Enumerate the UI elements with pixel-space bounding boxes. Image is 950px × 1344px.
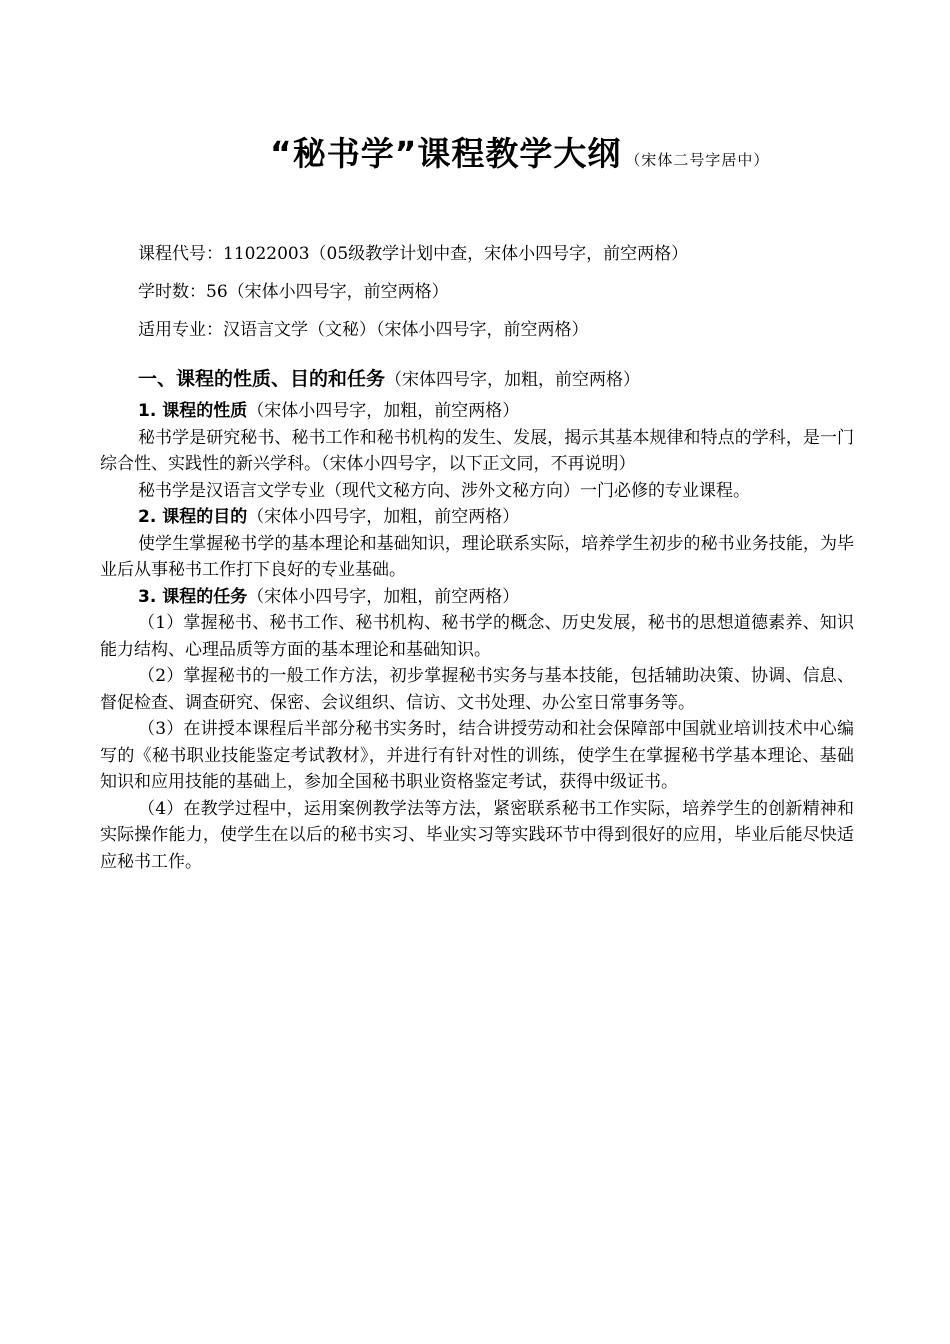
subsection-title: 2. 课程的目的	[138, 507, 248, 527]
list-item: （3）在讲授本课程后半部分秘书实务时，结合讲授劳动和社会保障部中国就业培训技术中心编写的《秘书职业技能鉴定考试教材》，并进行有针对性的训练，使学生在掌握秘书学基本理论、基础知识和应用技能的基础上，参加全国秘书职业资格鉴定考试，获得中级证书。	[100, 719, 854, 792]
section-heading-note: （宋体四号字，加粗，前空两格）	[385, 370, 641, 390]
section-heading-text: 一、课程的性质、目的和任务	[138, 368, 386, 390]
subsection-heading-nature	[100, 398, 854, 425]
section-heading	[138, 364, 640, 391]
paragraph: 秘书学是研究秘书、秘书工作和秘书机构的发生、发展，揭示其基本规律和特点的学科，是一门综合性、实践性的新兴学科。（宋体小四号字，以下正文同，不再说明）	[100, 427, 854, 474]
subsection-title: 3. 课程的任务	[138, 586, 248, 607]
course-major: 适用专业：汉语言文学（文秘）（宋体小四号字，前空两格）	[138, 320, 589, 340]
course-code: 课程代号：11022003（05级教学计划中查，宋体小四号字，前空两格）	[138, 244, 689, 264]
paragraph: 使学生掌握秘书学的基本理论和基础知识，理论联系实际，培养学生初步的秘书业务技能，为毕业后从事秘书工作打下良好的专业基础。	[100, 533, 854, 580]
subsection-heading-task	[100, 584, 854, 611]
list-item: （2）掌握秘书的一般工作方法，初步掌握秘书实务与基本技能，包括辅助决策、协调、信息、督促检查、调查研究、保密、会议组织、信访、文书处理、办公室日常事务等。	[100, 666, 854, 713]
paragraph: 秘书学是汉语言文学专业（现代文秘方向、涉外文秘方向）一门必修的专业课程。	[138, 480, 750, 501]
subsection-note: （宋体小四号字，加粗，前空两格）	[247, 401, 520, 421]
document-title	[270, 128, 769, 175]
course-hours: 学时数：56（宋体小四号字，前空两格）	[138, 282, 449, 302]
list-item: （1）掌握秘书、秘书工作、秘书机构、秘书学的概念、历史发展，秘书的思想道德素养、知识能力结构、心理品质等方面的基本理论和基础知识。	[100, 613, 854, 660]
title-note: （宋体二号字居中）	[625, 151, 770, 169]
section-body	[100, 398, 854, 875]
subsection-title: 1. 课程的性质	[138, 401, 248, 421]
subsection-heading-purpose	[100, 504, 854, 531]
subsection-note: （宋体小四号字，加粗，前空两格）	[247, 586, 520, 607]
title-main: “秘书学”课程教学大纲	[270, 134, 622, 173]
list-item: （4）在教学过程中，运用案例教学法等方法，紧密联系秘书工作实际，培养学生的创新精神和实际操作能力，使学生在以后的秘书实习、毕业实习等实践环节中得到很好的应用，毕业后能尽快适应秘书工作。	[100, 798, 854, 872]
subsection-note: （宋体小四号字，加粗，前空两格）	[247, 507, 520, 527]
